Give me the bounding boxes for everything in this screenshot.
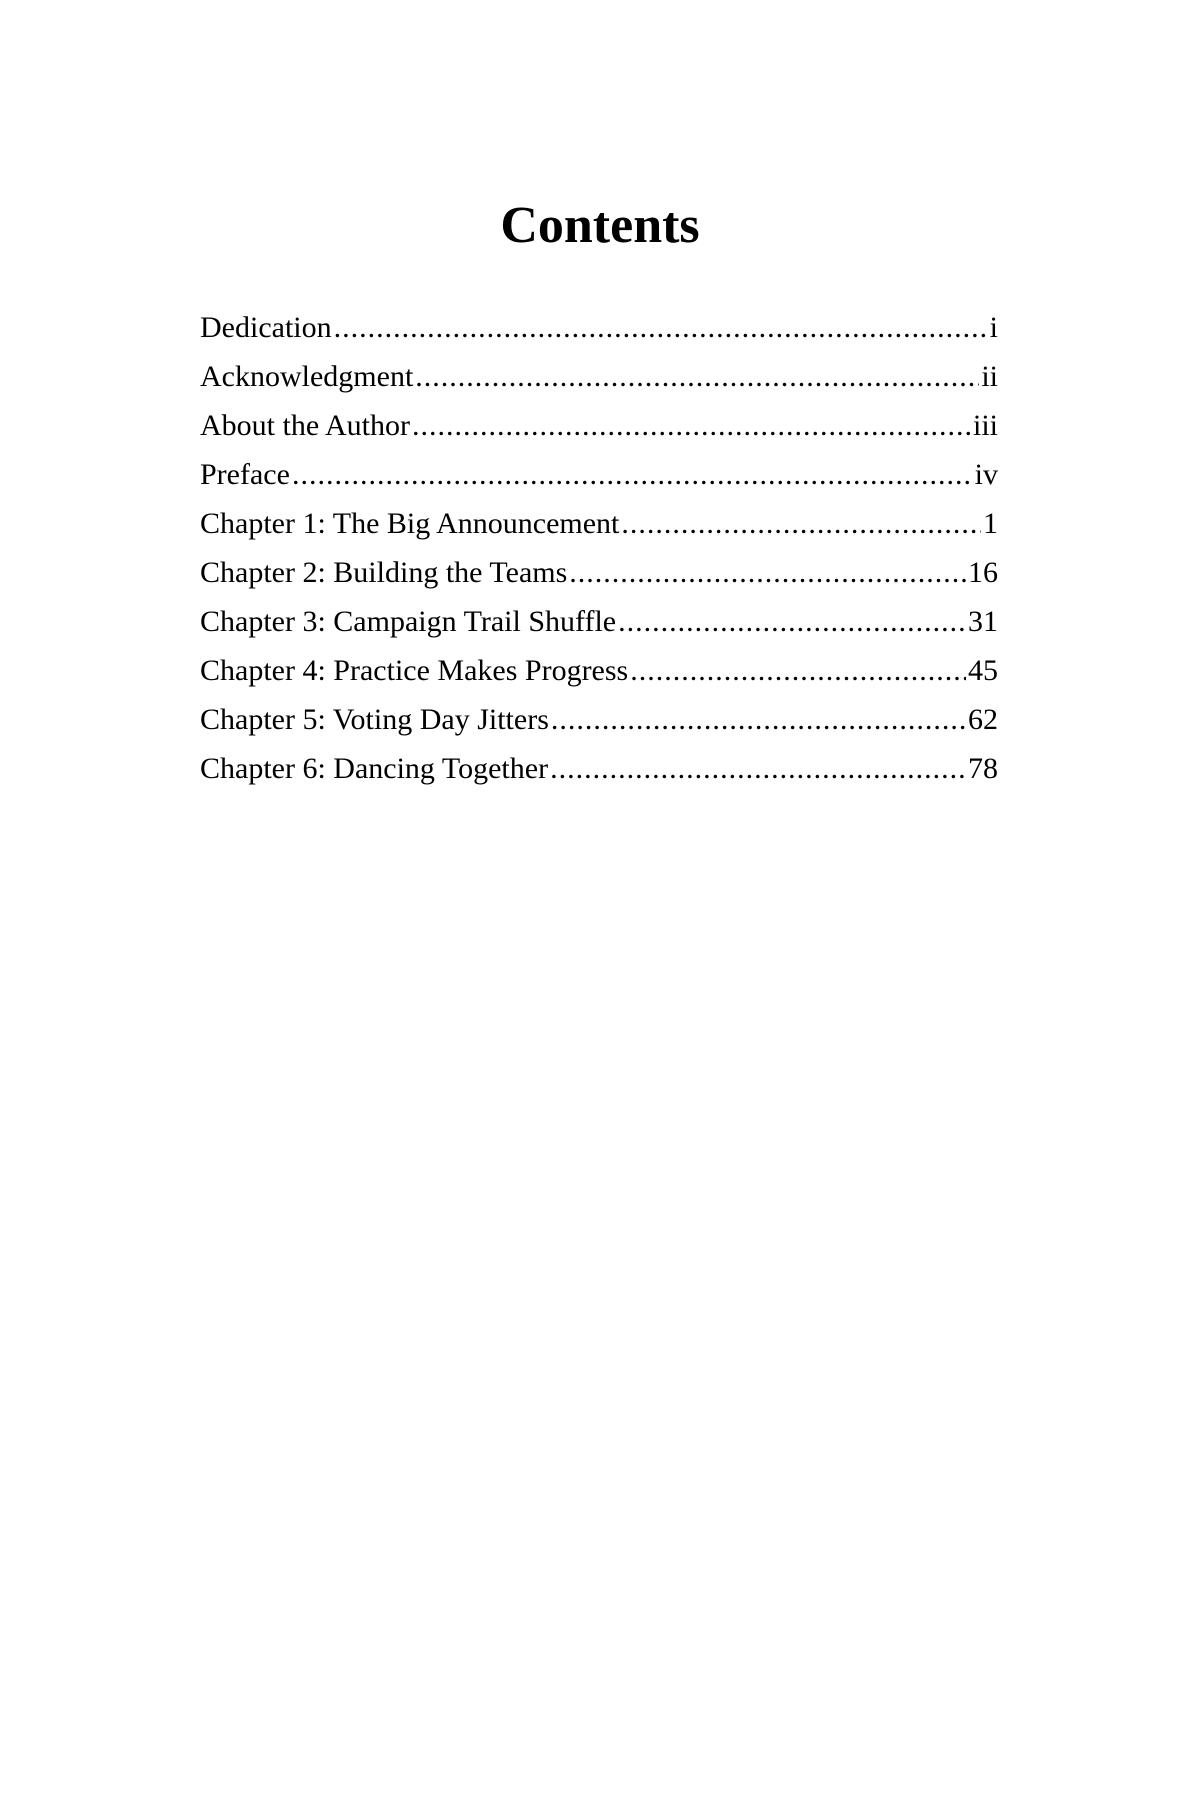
toc-entry-page-number: iii xyxy=(972,409,998,442)
toc-dot-leader xyxy=(292,450,973,499)
toc-entry-chapter-4 xyxy=(200,646,998,695)
toc-dot-leader xyxy=(550,744,966,793)
toc-entry-dedication xyxy=(200,303,998,352)
toc-entry-page-number: 31 xyxy=(968,605,998,638)
toc-dot-leader xyxy=(415,352,979,401)
toc-entry-chapter-3 xyxy=(200,597,998,646)
page-title: Contents xyxy=(500,197,700,254)
toc-entry-label: Chapter 3: Campaign Trail Shuffle xyxy=(200,605,617,638)
toc-entry-page-number: 45 xyxy=(968,654,998,687)
toc-entry-label: Chapter 4: Practice Makes Progress xyxy=(200,654,629,687)
toc-entry-label: Chapter 1: The Big Announcement xyxy=(200,507,620,540)
toc-entry-acknowledgment xyxy=(200,352,998,401)
toc-entry-about-the-author xyxy=(200,401,998,450)
toc-entry-page-number: i xyxy=(989,311,998,344)
toc-entry-page-number: 78 xyxy=(968,752,998,785)
toc-entry-page-number: ii xyxy=(981,360,998,393)
toc-entry-label: Dedication xyxy=(200,311,332,344)
toc-dot-leader xyxy=(412,401,971,450)
toc-entry-page-number: 16 xyxy=(968,556,998,589)
toc-entry-page-number: 1 xyxy=(983,507,998,540)
toc-entry-label: Chapter 5: Voting Day Jitters xyxy=(200,703,549,736)
toc-entry-chapter-1 xyxy=(200,499,998,548)
toc-entry-page-number: iv xyxy=(974,458,998,491)
toc-dot-leader xyxy=(630,646,966,695)
toc-entry-label: About the Author xyxy=(200,409,410,442)
toc-dot-leader xyxy=(334,303,988,352)
toc-entry-label: Preface xyxy=(200,458,290,491)
toc-entry-preface xyxy=(200,450,998,499)
toc-dot-leader xyxy=(551,695,966,744)
toc-entry-label: Acknowledgment xyxy=(200,360,414,393)
toc-entry-label: Chapter 2: Building the Teams xyxy=(200,556,568,589)
toc-dot-leader xyxy=(569,548,966,597)
table-of-contents xyxy=(200,303,998,793)
toc-entry-label: Chapter 6: Dancing Together xyxy=(200,752,549,785)
toc-entry-chapter-5 xyxy=(200,695,998,744)
toc-dot-leader xyxy=(618,597,966,646)
toc-dot-leader xyxy=(621,499,981,548)
toc-entry-page-number: 62 xyxy=(968,703,998,736)
toc-entry-chapter-6 xyxy=(200,744,998,793)
toc-entry-chapter-2 xyxy=(200,548,998,597)
